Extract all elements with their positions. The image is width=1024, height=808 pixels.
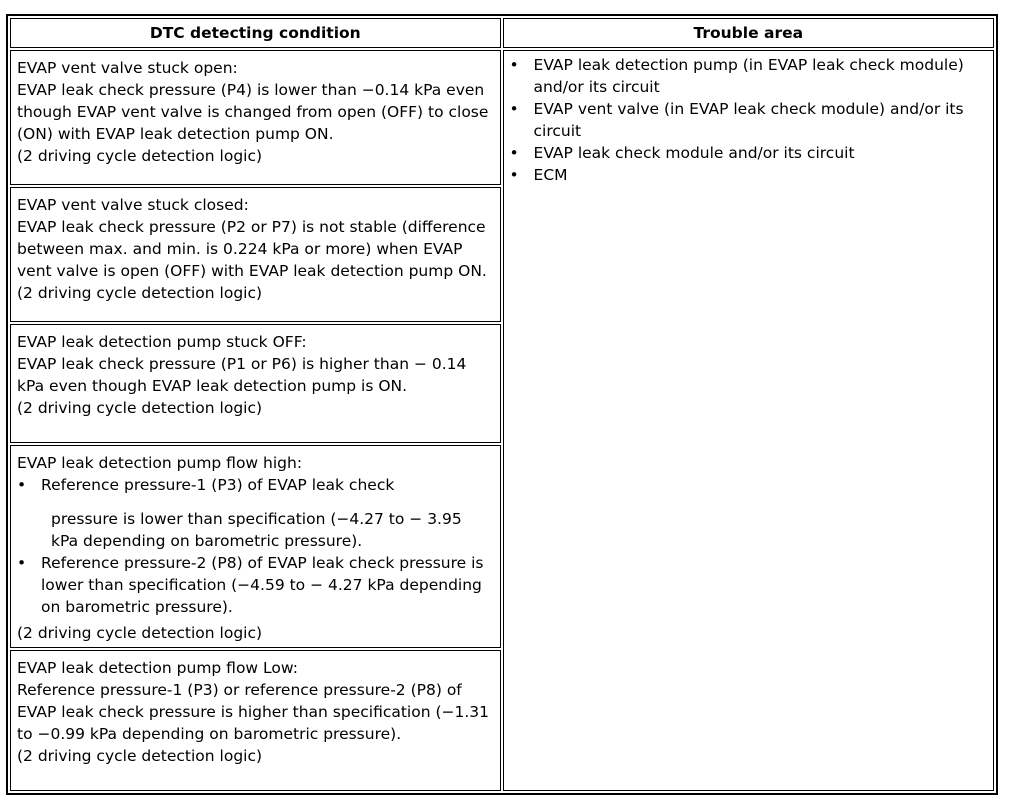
condition-cell-5 (10, 650, 501, 791)
condition-logic: (2 driving cycle detection logic) (17, 624, 263, 642)
condition-title: EVAP leak detection pump flow high: (17, 454, 303, 472)
condition-cell-4 (10, 445, 501, 648)
condition-title: EVAP vent valve stuck open: (17, 59, 238, 77)
condition-body: EVAP leak check pressure (P4) is lower than −0.14 kPa even though EVAP vent valve is changed from open (OFF) to close (ON) with EVAP leak detection pump ON. (17, 81, 489, 143)
condition-bullet: • Reference pressure-2 (P8) of EVAP leak check pressure is lower than specification (−4.59 to − 4.27 kPa depending on barometric pressure). (17, 552, 494, 618)
condition-body: Reference pressure-1 (P3) or reference pressure-2 (P8) of EVAP leak check pressure is higher than specification (−1.31 to −0.99 kPa depending on barometric pressure). (17, 681, 490, 743)
condition-bullet-first-line: • Reference pressure-1 (P3) of EVAP leak check (41, 476, 395, 494)
condition-logic: (2 driving cycle detection logic) (17, 747, 263, 765)
dtc-table (6, 14, 998, 795)
condition-cell-1 (10, 50, 501, 185)
table-row (10, 50, 994, 185)
trouble-area-item: • EVAP vent valve (in EVAP leak check module) and/or its circuit (510, 98, 987, 142)
trouble-area-item: • EVAP leak detection pump (in EVAP leak check module) and/or its circuit (510, 54, 987, 98)
condition-title: EVAP vent valve stuck closed: (17, 196, 249, 214)
condition-body: EVAP leak check pressure (P1 or P6) is higher than − 0.14 kPa even though EVAP leak detection pump is ON. (17, 355, 467, 395)
condition-bullet (17, 474, 494, 552)
header-condition: DTC detecting condition (10, 18, 501, 48)
condition-cell-3 (10, 324, 501, 443)
page (6, 14, 998, 795)
condition-title: EVAP leak detection pump flow Low: (17, 659, 298, 677)
trouble-area-item: • EVAP leak check module and/or its circuit (510, 142, 987, 164)
condition-cell-2 (10, 187, 501, 322)
trouble-area-item: • ECM (510, 164, 987, 186)
condition-body: EVAP leak check pressure (P2 or P7) is not stable (difference between max. and min. is 0.224 kPa or more) when EVAP vent valve is open (OFF) with EVAP leak detection pump ON. (2 driving cycle detection logic) (17, 218, 487, 302)
condition-title: EVAP leak detection pump stuck OFF: (17, 333, 307, 351)
condition-logic: (2 driving cycle detection logic) (17, 399, 263, 417)
condition-bullet-continued: pressure is lower than specification (−4.27 to − 3.95 kPa depending on barometric pressure). (51, 510, 462, 550)
header-row (10, 18, 994, 48)
trouble-area-cell (503, 50, 994, 791)
header-trouble-area: Trouble area (503, 18, 994, 48)
condition-logic: (2 driving cycle detection logic) (17, 147, 263, 165)
